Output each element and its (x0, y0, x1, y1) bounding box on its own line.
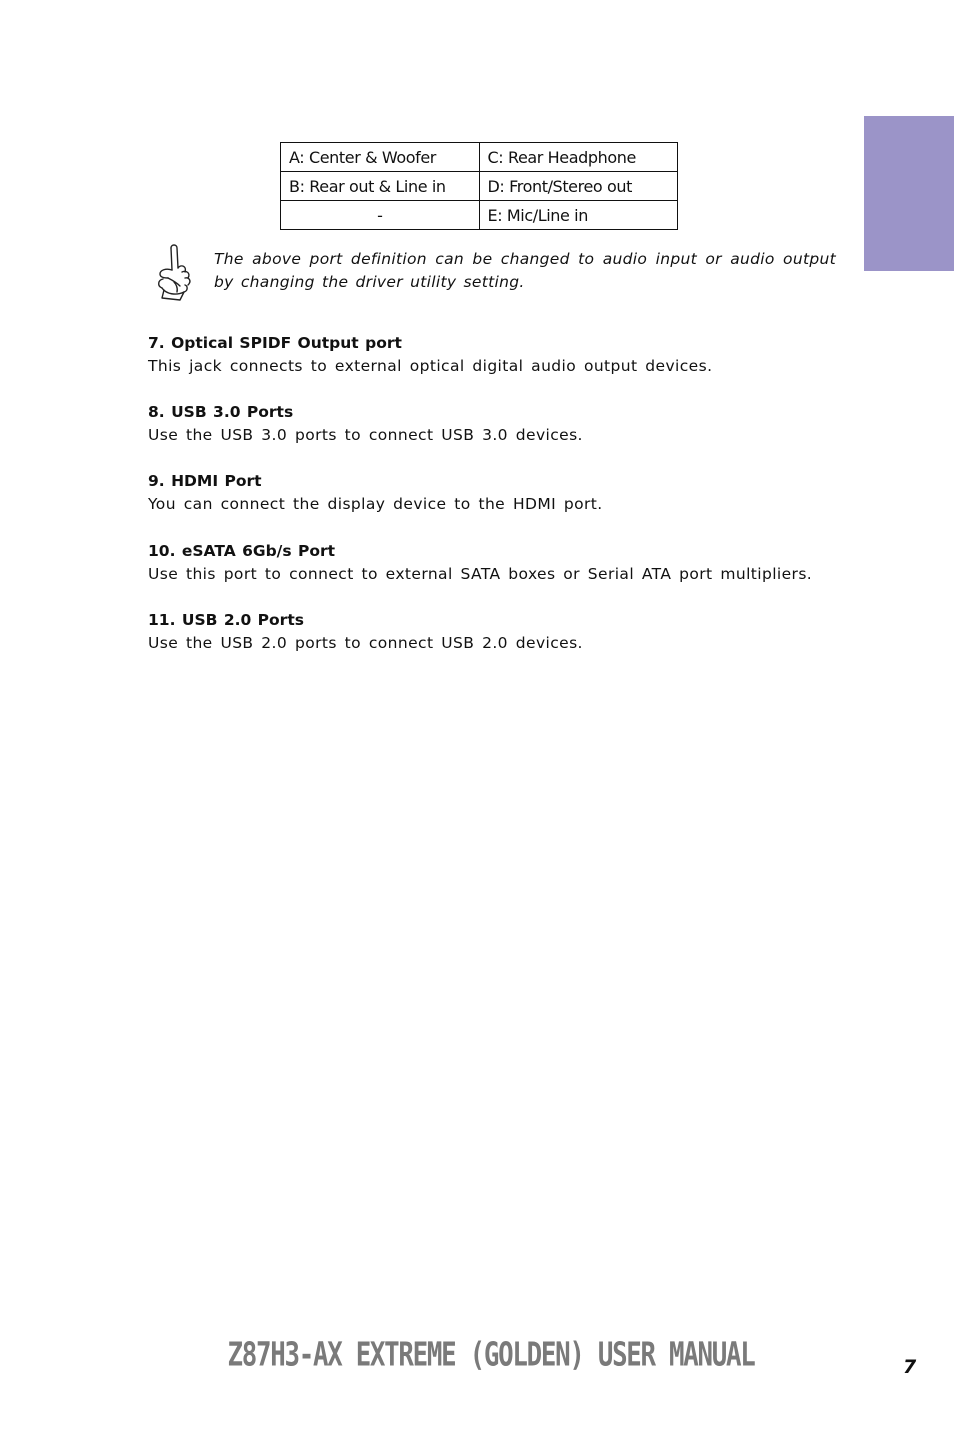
section-esata (148, 540, 848, 586)
section-body: This jack connects to external optical digital audio output devices. (148, 357, 713, 375)
table-row (281, 143, 678, 172)
section-heading: 8. USB 3.0 Ports (148, 403, 294, 421)
table-cell: E: Mic/Line in (479, 201, 678, 230)
pointing-hand-icon (154, 242, 202, 302)
section-optical-spdif (148, 332, 848, 378)
section-heading: 7. Optical SPIDF Output port (148, 334, 402, 352)
table-row (281, 201, 678, 230)
table-cell: - (281, 201, 480, 230)
manual-title: Z87H3-AX EXTREME (GOLDEN) USER MANUAL (227, 1336, 755, 1375)
section-heading: 11. USB 2.0 Ports (148, 611, 304, 629)
section-heading: 10. eSATA 6Gb/s Port (148, 542, 336, 560)
section-body: You can connect the display device to the HDMI port. (148, 495, 603, 513)
section-heading: 9. HDMI Port (148, 472, 262, 490)
chapter-side-tab (864, 116, 954, 271)
section-hdmi (148, 470, 848, 516)
section-body: Use the USB 2.0 ports to connect USB 2.0 devices. (148, 634, 583, 652)
section-body: Use the USB 3.0 ports to connect USB 3.0 devices. (148, 426, 583, 444)
note-text: The above port definition can be changed to audio input or audio output by changing the driver utility setting. (214, 250, 836, 291)
table-row (281, 172, 678, 201)
table-cell: A: Center & Woofer (281, 143, 480, 172)
table-cell: C: Rear Headphone (479, 143, 678, 172)
table-cell: B: Rear out & Line in (281, 172, 480, 201)
section-usb2 (148, 609, 848, 655)
table-cell: D: Front/Stereo out (479, 172, 678, 201)
audio-port-table (280, 142, 678, 230)
section-usb3 (148, 401, 848, 447)
page-number: 7 (903, 1356, 917, 1378)
section-body: Use this port to connect to external SATA boxes or Serial ATA port multipliers. (148, 565, 813, 583)
